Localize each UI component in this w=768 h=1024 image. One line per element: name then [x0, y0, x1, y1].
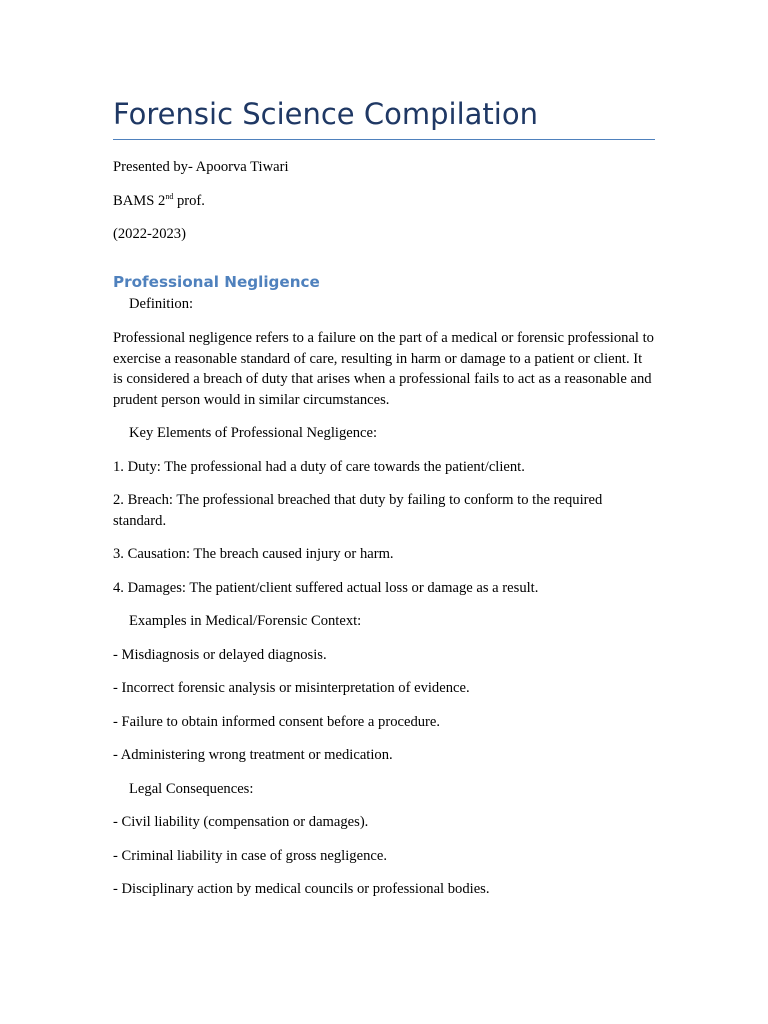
course-suffix: prof. [173, 192, 205, 209]
examples-label: Examples in Medical/Forensic Context: [129, 613, 362, 629]
presenter-line: Presented by- Apoorva Tiwari [113, 159, 289, 175]
consequences-label: Legal Consequences: [129, 780, 254, 797]
key-elements-label: Key Elements of Professional Negligence: [129, 425, 378, 441]
definition-text: Professional negligence refers to a failure on the part of a medical or forensic professional to exercise a reasonable standard of care, resulting in harm or damage to a patient or client. It is considered a breach of duty that arises when a professional fails to act as a reasonable and prudent person would in similar circumstances. [113, 330, 654, 408]
course-superscript: nd [165, 191, 174, 201]
example-item: - Incorrect forensic analysis or misinterpretation of evidence. [113, 680, 470, 696]
section-heading: Professional Negligence [113, 272, 320, 291]
document-page [113, 92, 655, 913]
course-prefix: BAMS 2 [113, 192, 166, 209]
key-element-item: 3. Causation: The breach caused injury or harm. [113, 546, 394, 562]
consequence-item: - Civil liability (compensation or damages). [113, 814, 369, 830]
key-element-item: 4. Damages: The patient/client suffered actual loss or damage as a result. [113, 579, 539, 596]
key-element-item: 1. Duty: The professional had a duty of care towards the patient/client. [113, 458, 525, 475]
key-element-item: 2. Breach: The professional breached that duty by failing to conform to the required standard. [113, 492, 603, 529]
definition-label: Definition: [129, 295, 194, 312]
example-item: - Misdiagnosis or delayed diagnosis. [113, 646, 327, 663]
document-title: Forensic Science Compilation [113, 92, 655, 140]
consequence-item: - Disciplinary action by medical councils or professional bodies. [113, 881, 490, 897]
example-item: - Failure to obtain informed consent before a procedure. [113, 713, 441, 730]
course-line [113, 191, 655, 212]
session-line: (2022-2023) [113, 226, 186, 242]
consequence-item: - Criminal liability in case of gross negligence. [113, 847, 387, 864]
example-item: - Administering wrong treatment or medication. [113, 747, 393, 763]
